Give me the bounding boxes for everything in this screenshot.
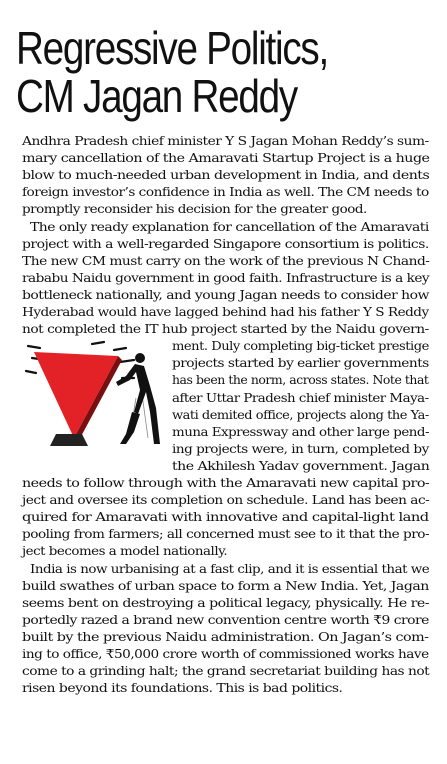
body-text-line: The only ready explanation for cancellation of the Amaravati [30, 219, 429, 234]
body-text-line: seems bent on destroying a political legacy, physically. He re- [22, 595, 429, 610]
body-text-line: risen beyond its foundations. This is bad politics. [22, 681, 343, 696]
headline-line-2: CM Jagan Reddy [16, 70, 297, 122]
body-text-line: build swathes of urban space to form a New India. Yet, Jagan [22, 578, 429, 593]
body-text-line: after Uttar Pradesh chief minister Maya- [172, 390, 429, 405]
body-text-line: quired for Amaravati with innovative and capital-light land [22, 510, 429, 525]
body-text-line: promptly reconsider his decision for the greater good. [22, 202, 367, 217]
body-text-line: muna Expressway and other large pend- [172, 424, 430, 439]
headline [16, 24, 328, 120]
headline-line-1: Regressive Politics, [16, 22, 328, 74]
body-text-line: project with a well-regarded Singapore consortium is politics. [22, 236, 429, 251]
body-text-line: built by the previous Naidu administration. On Jagan’s com- [22, 629, 429, 644]
body-text-line: projects started by earlier governments [172, 356, 429, 371]
body-text-line: rababu Naidu government in good faith. Infrastructure is a key [22, 270, 430, 285]
body-text-line: has been the norm, across states. Note that [172, 373, 429, 388]
body-text-line: pooling from farmers; all concerned must see to it that the pro- [22, 527, 430, 542]
body-text-line: wati demited office, projects along the Ya- [172, 407, 429, 422]
body-text-line: ing projects were, in turn, completed by [172, 441, 429, 456]
body-text-line: Hyderabad would have lagged behind had his father Y S Reddy [22, 305, 429, 319]
body-text-line: blow to much-needed urban development in India, and dents [22, 168, 430, 183]
body-text-line: foreign investor’s confidence in India as well. The CM needs to [22, 185, 429, 200]
body-text-line: ject and oversee its completion on schedule. Land has been ac- [22, 493, 430, 508]
body-text-line: ment. Duly completing big-ticket prestige [172, 339, 429, 354]
body-text-line: ject becomes a model nationally. [22, 544, 228, 559]
body-text-line: ing to office, ₹50,000 crore worth of commissioned works have [22, 647, 429, 661]
body-text-line: bottleneck nationally, and young Jagan needs to consider how [22, 287, 429, 302]
body-text-line: India is now urbanising at a fast clip, and it is essential that we [30, 561, 430, 576]
body-text-line: mary cancellation of the Amaravati Startup Project is a huge [22, 151, 430, 166]
body-text-line: Andhra Pradesh chief minister Y S Jagan Mohan Reddy’s sum- [22, 134, 429, 148]
body-text-line: not completed the IT hub project started by the Naidu govern- [22, 322, 429, 337]
body-text-line: needs to follow through with the Amaravati new capital pro- [22, 476, 430, 490]
body-text-line: come to a grinding halt; the grand secretariat building has not [22, 664, 430, 679]
body-text-line: portedly razed a brand new convention centre worth ₹9 crore [22, 612, 429, 627]
body-text-line: the Akhilesh Yadav government. Jagan [172, 458, 430, 473]
illustration-man-pushing-red-triangle [22, 338, 166, 448]
body-text-line: The new CM must carry on the work of the previous N Chand- [22, 253, 430, 268]
